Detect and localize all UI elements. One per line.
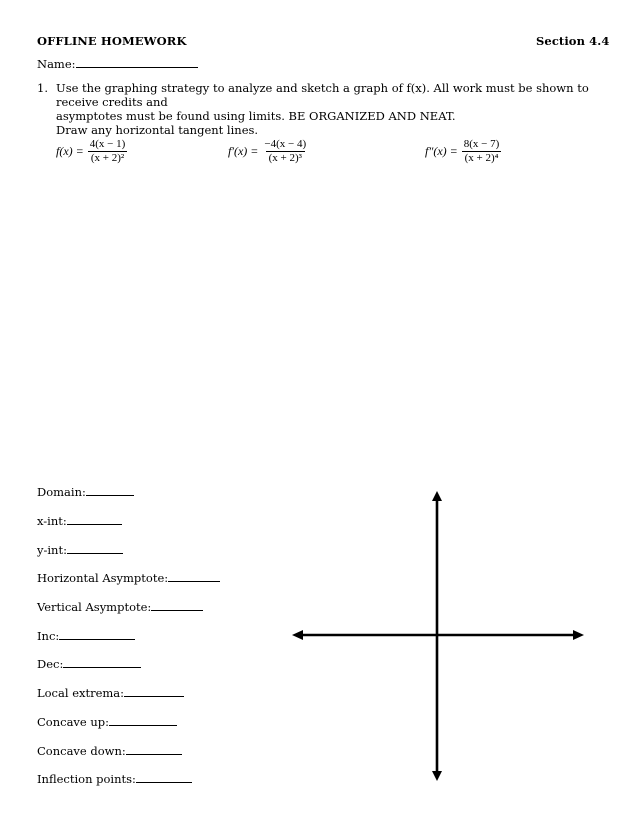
- equation-fdoubleprime-denominator: (x + 2)⁴: [462, 151, 502, 165]
- name-label: Name:: [37, 57, 76, 71]
- vertical-asymptote-label: Vertical Asymptote:: [37, 600, 152, 614]
- problem-line-3: Draw any horizontal tangent lines.: [56, 123, 259, 137]
- concave-up-label: Concave up:: [37, 715, 110, 729]
- x-axis-right-arrow-icon: [573, 630, 584, 640]
- x-int-label: x-int:: [37, 514, 67, 528]
- equation-fprime-denominator: (x + 2)³: [266, 151, 305, 165]
- y-axis-up-arrow-icon: [432, 491, 442, 501]
- x-axis-left-arrow-icon: [292, 630, 303, 640]
- equation-fprime-numerator: −4(x − 4): [264, 138, 307, 150]
- section-label: Section 4.4: [536, 34, 610, 48]
- horizontal-asymptote-label: Horizontal Asymptote:: [37, 571, 169, 585]
- equation-f-lhs: f(x) =: [56, 144, 84, 158]
- problem-number: 1.: [37, 81, 48, 95]
- problem-line-2: asymptotes must be found using limits. BE ORGANIZED AND NEAT.: [56, 109, 456, 123]
- equation-fprime-lhs: f′(x) =: [228, 144, 259, 158]
- y-axis-down-arrow-icon: [432, 771, 442, 781]
- concave-down-label: Concave down:: [37, 744, 126, 758]
- equation-fdoubleprime-numerator: 8(x − 7): [463, 138, 500, 150]
- y-int-label: y-int:: [37, 543, 67, 557]
- problem-line-1: Use the graphing strategy to analyze and sketch a graph of f(x). All work must be shown to receive credits and: [56, 81, 589, 109]
- local-extrema-label: Local extrema:: [37, 686, 125, 700]
- equation-f-numerator: 4(x − 1): [89, 138, 126, 150]
- page-title: OFFLINE HOMEWORK: [37, 34, 187, 48]
- equation-fdoubleprime-lhs: f″(x) =: [425, 144, 458, 158]
- dec-label: Dec:: [37, 657, 64, 671]
- inflection-points-label: Inflection points:: [37, 772, 136, 786]
- equation-f-denominator: (x + 2)²: [88, 151, 127, 165]
- inc-label: Inc:: [37, 629, 60, 643]
- domain-label: Domain:: [37, 485, 86, 499]
